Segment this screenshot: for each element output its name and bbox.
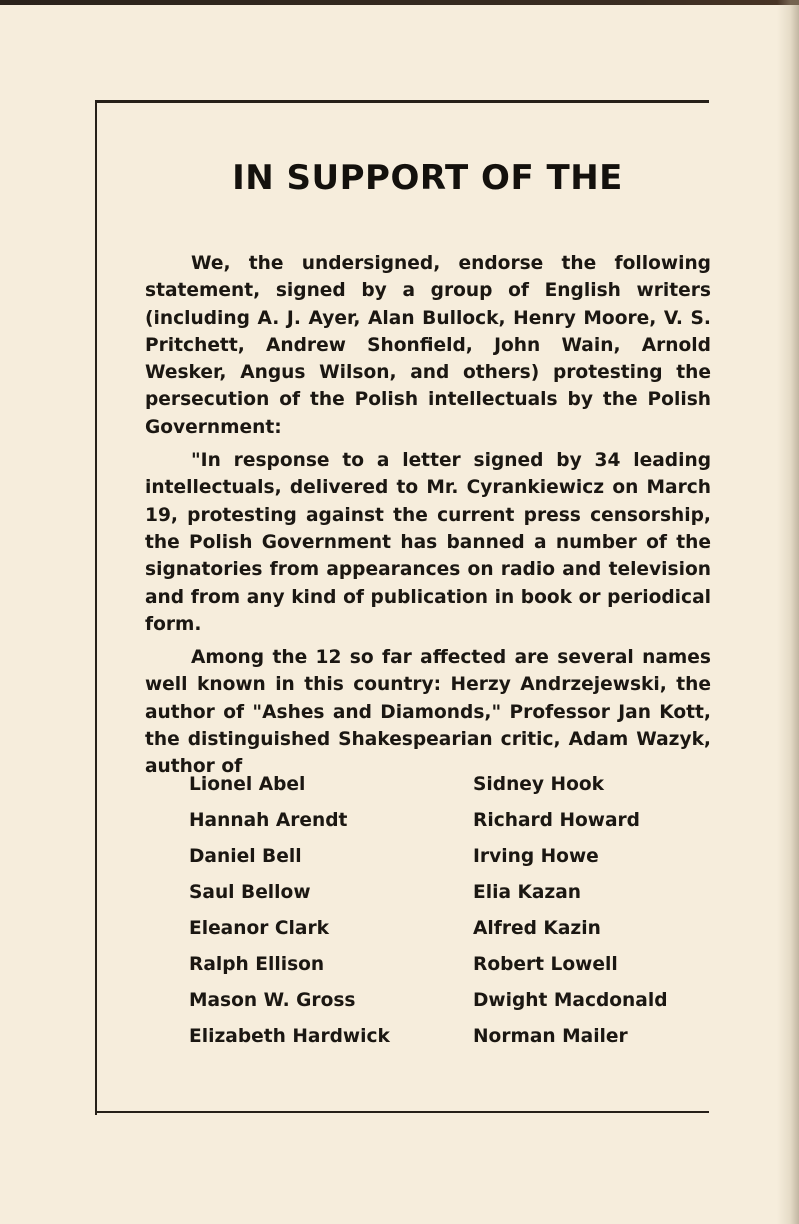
signer-name: Lionel Abel (189, 774, 306, 795)
signer-name: Elia Kazan (473, 882, 582, 903)
signer-name: Daniel Bell (189, 846, 302, 867)
page-title: IN SUPPORT OF THE (232, 158, 623, 198)
signer-name: Saul Bellow (189, 882, 311, 903)
signer-name: Mason W. Gross (189, 990, 356, 1011)
signer-name: Elizabeth Hardwick (189, 1026, 390, 1047)
signer-name: Alfred Kazin (473, 918, 601, 939)
signer-name: Irving Howe (473, 846, 599, 867)
signer-name: Hannah Arendt (189, 810, 348, 831)
page-top-edge (0, 0, 799, 5)
signers-column-right (473, 767, 668, 1055)
frame-bottom-rule (95, 1111, 709, 1113)
frame-top-rule (95, 100, 709, 103)
frame-left-rule (95, 100, 97, 1115)
signer-name: Richard Howard (473, 810, 640, 831)
statement-paragraph: "In response to a letter signed by 34 leading intellectuals, delivered to Mr. Cyrankiewicz on March 19, protesting against the current press censorship, the Polish Government has banned a number of the signatories from appearances on radio and television and from any kind of publication in book or periodical form. (145, 450, 711, 635)
signer-name: Ralph Ellison (189, 954, 325, 975)
statement-paragraph: We, the undersigned, endorse the following statement, signed by a group of English writers (including A. J. Ayer, Alan Bullock, Henry Moore, V. S. Pritchett, Andrew Shonfield, John Wain, Arnold Wesker, Angus Wilson, and others) protesting the persecution of the Polish intellectuals by the Polish Government: (145, 253, 711, 438)
statement-paragraph: Among the 12 so far affected are several names well known in this country: Herzy Andrzejewski, the author of "Ashes and Diamonds," Professor Jan Kott, the distinguished Shakespearian critic, Adam Wazyk, author of (145, 647, 711, 778)
signer-name: Norman Mailer (473, 1026, 628, 1047)
signer-name: Eleanor Clark (189, 918, 329, 939)
signer-name: Dwight Macdonald (473, 990, 668, 1011)
signer-name: Sidney Hook (473, 774, 604, 795)
signer-name: Robert Lowell (473, 954, 618, 975)
statement-body (145, 250, 711, 787)
signers-column-left (189, 767, 390, 1055)
page-right-shadow (777, 0, 799, 1224)
